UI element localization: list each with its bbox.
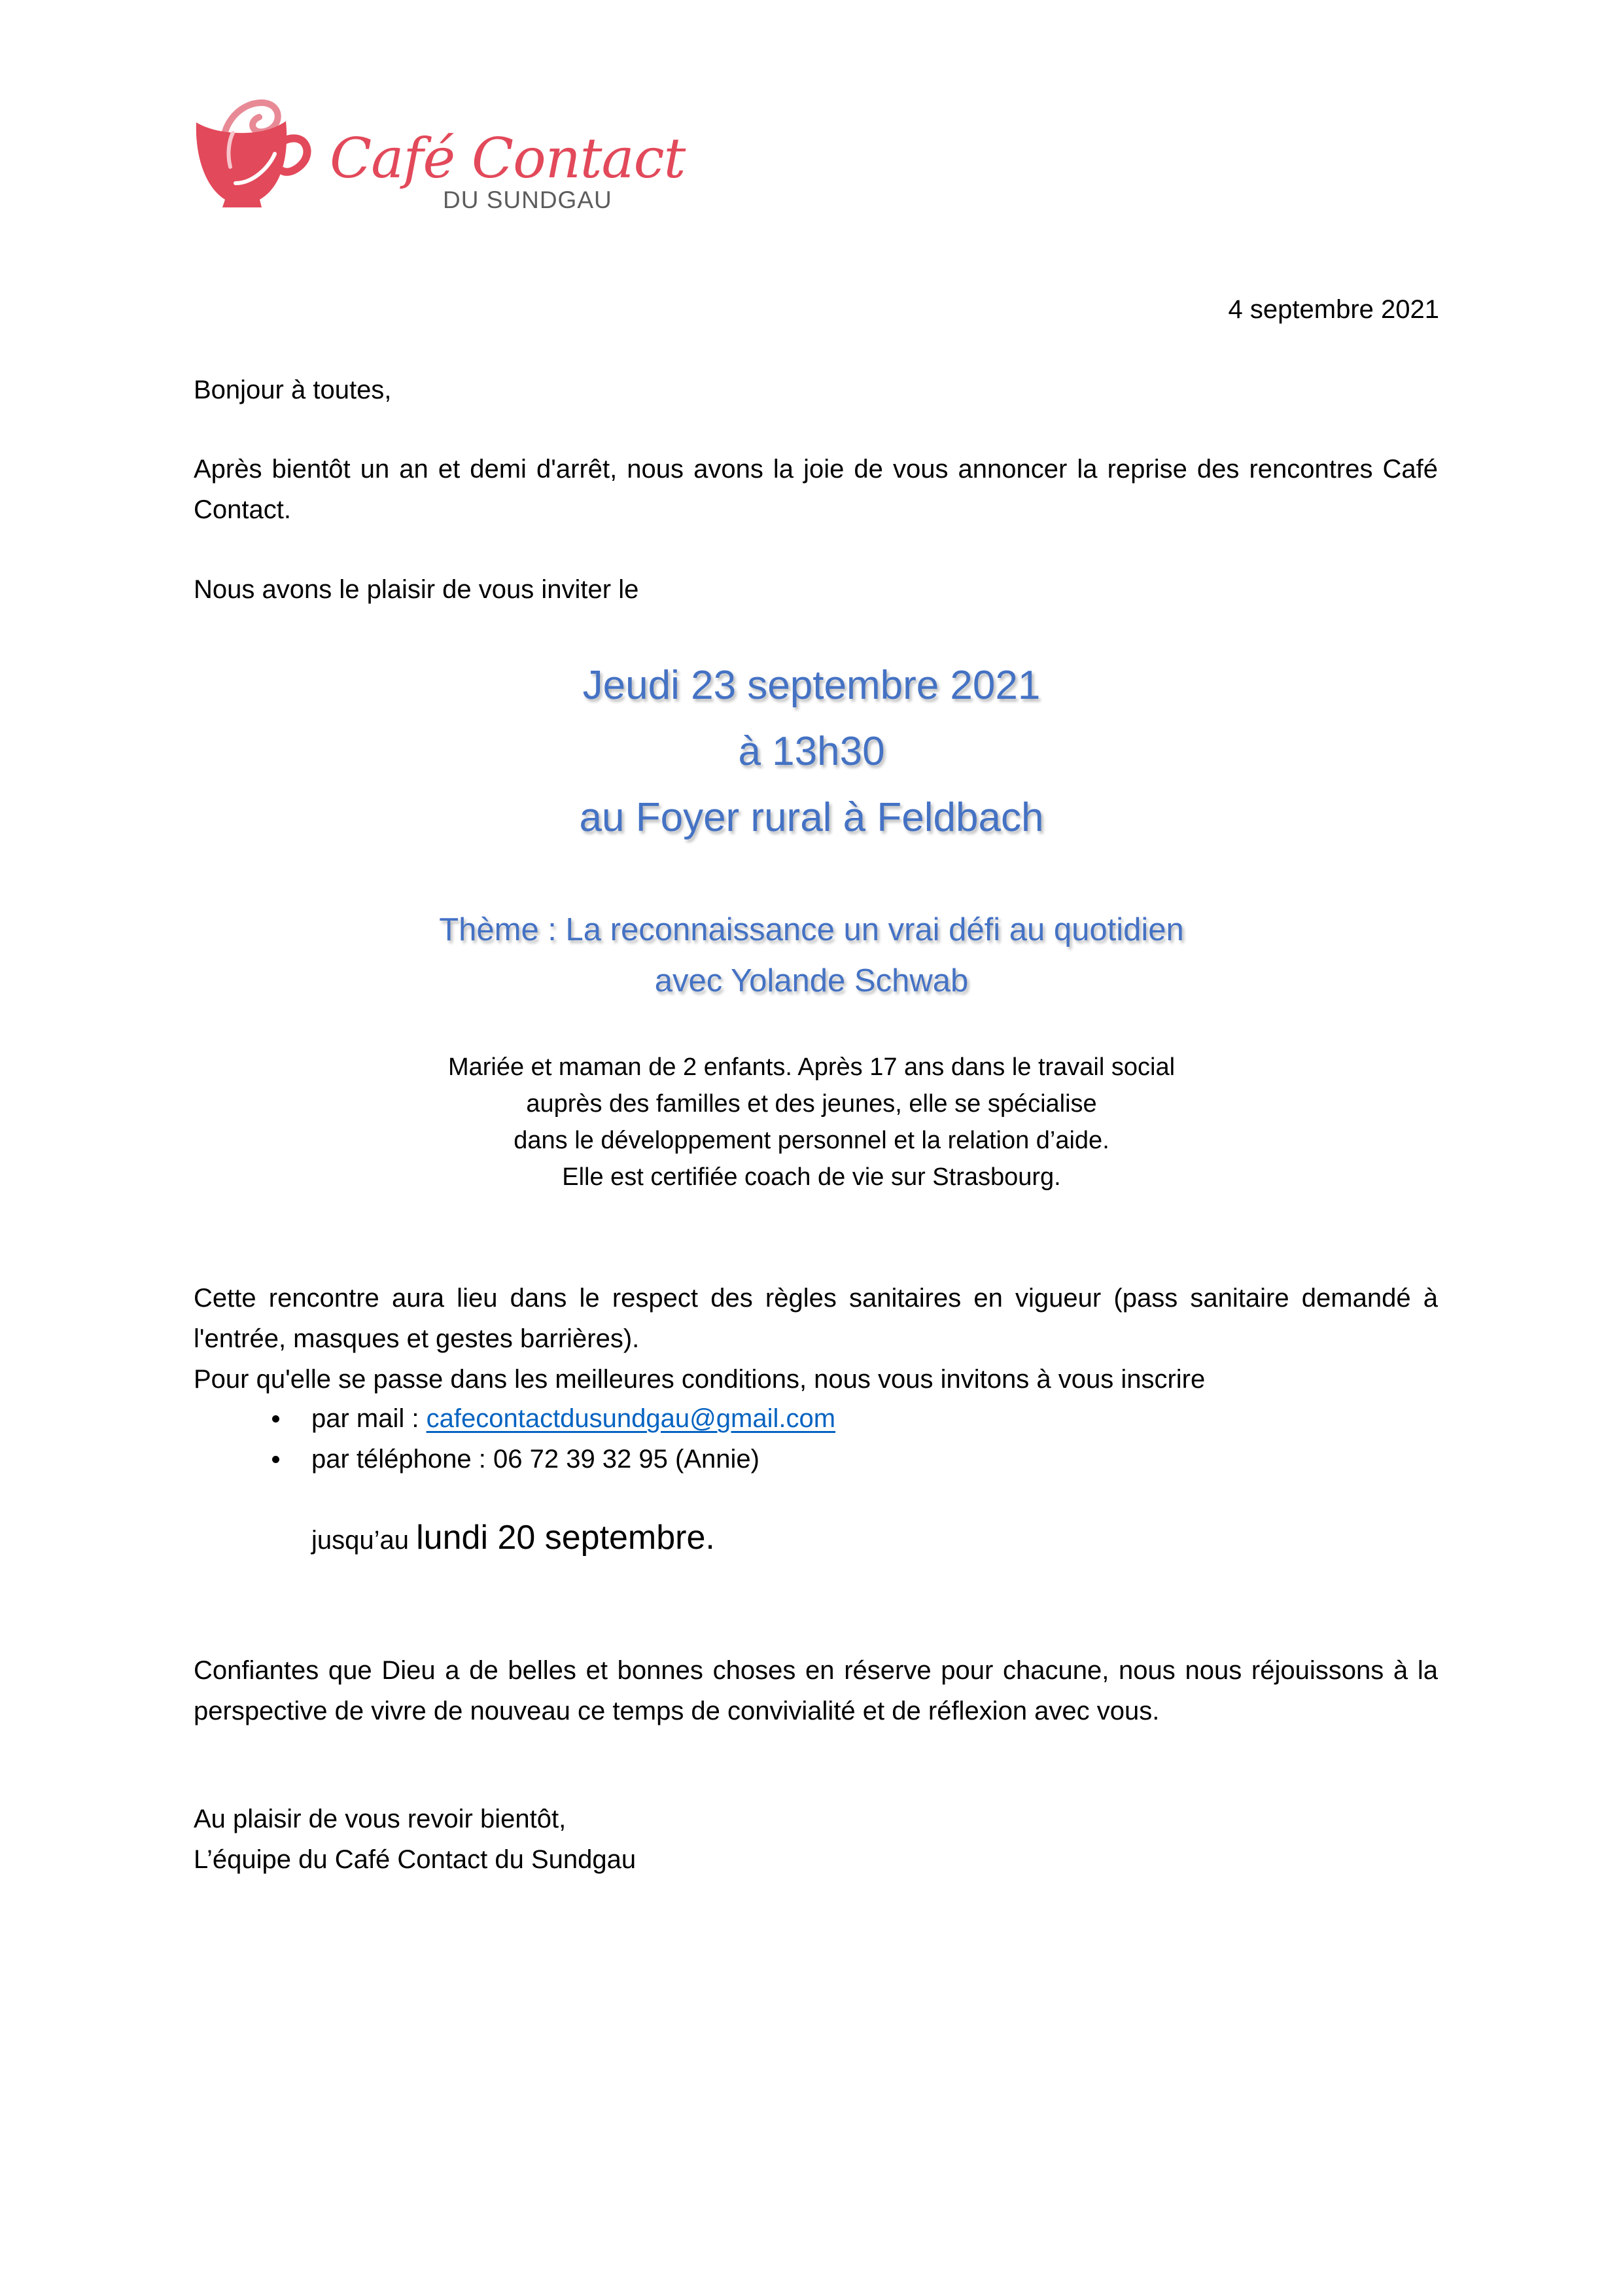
coffee-cup-icon [191, 95, 322, 219]
bio-line: Mariée et maman de 2 enfants. Après 17 ans dans le travail social [447, 1053, 1176, 1081]
bullet-icon [272, 1415, 279, 1422]
register-intro: Pour qu'elle se passe dans les meilleures conditions, nous vous invitons à vous inscrire [194, 1365, 1206, 1394]
bio-line: Elle est certifiée coach de vie sur Strasbourg. [562, 1163, 1061, 1191]
logo [191, 95, 686, 219]
sanitary-paragraph: Cette rencontre aura lieu dans le respect des règles sanitaires en vigueur (pass sanitaire demandé à l'entrée, masques et gestes barrières). [194, 1284, 1438, 1353]
logo-title: Café Contact [330, 126, 686, 190]
bio-line: dans le développement personnel et la relation d’aide. [514, 1127, 1109, 1154]
letter-date: 4 septembre 2021 [1228, 295, 1439, 324]
bio-line: auprès des familles et des jeunes, elle se spécialise [526, 1090, 1097, 1118]
contact-label: par téléphone : 06 72 39 32 95 (Annie) [311, 1445, 759, 1474]
logo-subtitle: DU SUNDGAU [443, 186, 612, 213]
deadline-date: lundi 20 septembre. [416, 1519, 715, 1557]
invite-line: Nous avons le plaisir de vous inviter le [194, 575, 639, 604]
contact-label: par mail : [311, 1404, 427, 1433]
greeting: Bonjour à toutes, [194, 376, 392, 404]
theme-title: Thème : La reconnaissance un vrai défi au quotidien [439, 912, 1184, 947]
event-time: à 13h30 [738, 729, 885, 774]
deadline-prefix: jusqu’au [311, 1526, 417, 1555]
event-place: au Foyer rural à Feldbach [579, 795, 1044, 840]
theme-speaker: avec Yolande Schwab [654, 963, 969, 998]
closing-paragraph: Confiantes que Dieu a de belles et bonnes choses en réserve pour chacune, nous nous réjouissons à la perspective de vivre de nouveau ce temps de convivialité et de réflexion avec vous. [194, 1656, 1438, 1725]
event-theme [0, 904, 1623, 1006]
speaker-bio [0, 1049, 1623, 1195]
email-link[interactable]: cafecontactdusundgau@gmail.com [426, 1404, 836, 1433]
signature: L’équipe du Café Contact du Sundgau [194, 1845, 637, 1874]
intro-paragraph: Après bientôt un an et demi d'arrêt, nous avons la joie de vous annoncer la reprise des rencontres Café Contact. [194, 455, 1438, 524]
event-date: Jeudi 23 septembre 2021 [582, 663, 1041, 708]
event-details [0, 652, 1623, 851]
bullet-icon [272, 1456, 279, 1463]
closing-line: Au plaisir de vous revoir bientôt, [194, 1805, 567, 1833]
registration-deadline [311, 1518, 715, 1557]
